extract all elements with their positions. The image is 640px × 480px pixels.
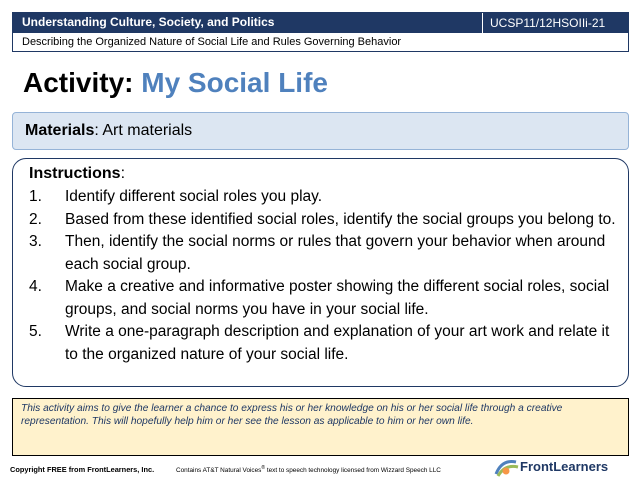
- activity-title: [23, 66, 328, 100]
- voices-pre: Contains AT&T Natural Voices: [176, 467, 262, 475]
- step-text: Make a creative and informative poster showing the different social roles, social groups, and social norms you have in your social life.: [65, 278, 610, 318]
- step-number: 3.: [29, 233, 42, 250]
- materials-label: Materials: [25, 122, 95, 139]
- instructions-colon: :: [120, 165, 126, 182]
- instructions-box: [12, 158, 629, 387]
- step-number: 2.: [29, 210, 42, 228]
- instructions-heading: [29, 164, 125, 184]
- activity-prefix: Activity:: [23, 67, 142, 98]
- list-item: [29, 209, 619, 232]
- logo-text: FrontLearners: [520, 459, 609, 474]
- voices-notice: [176, 465, 441, 474]
- activity-name: My Social Life: [141, 67, 328, 98]
- step-number: 1.: [29, 188, 42, 205]
- step-text: Then, identify the social norms or rules that govern your behavior when around each social group.: [65, 233, 606, 273]
- step-number: 5.: [29, 323, 42, 340]
- instructions-list: [29, 186, 619, 366]
- step-number: 4.: [29, 278, 42, 295]
- list-item: [29, 321, 619, 366]
- lesson-subtitle: Describing the Organized Nature of Social Life and Rules Governing Behavior: [22, 36, 402, 48]
- instructions-label: Instructions: [29, 165, 121, 182]
- step-text: Based from these identified social roles, identify the social groups you belong to.: [65, 210, 616, 228]
- frontlearners-logo-icon: [494, 458, 520, 478]
- competency-code: UCSP11/12HSOIIi-21: [482, 13, 628, 33]
- list-item: [29, 186, 619, 209]
- header-box: [12, 12, 629, 52]
- copyright-text: Copyright FREE from FrontLearners, Inc.: [10, 465, 155, 474]
- course-title: Understanding Culture, Society, and Politics: [22, 15, 275, 29]
- step-text: Identify different social roles you play.: [65, 188, 323, 205]
- frontlearners-logo: [494, 458, 634, 478]
- list-item: [29, 276, 619, 321]
- header-bar: [13, 13, 628, 33]
- voices-post: text to speech technology licensed from Wizzard Speech LLC: [265, 467, 441, 475]
- materials-box: [12, 112, 629, 150]
- step-text: Write a one-paragraph description and explanation of your art work and relate it to the organized nature of your social life.: [65, 323, 610, 363]
- activity-note: This activity aims to give the learner a chance to express his or her knowledge on his or her social life through a creative representation. This will hopefully help him or her see the lesson as applicable to him or her own life.: [12, 398, 629, 456]
- materials-value: : Art materials: [94, 122, 193, 139]
- registered-mark: ®: [261, 465, 266, 471]
- list-item: [29, 231, 619, 276]
